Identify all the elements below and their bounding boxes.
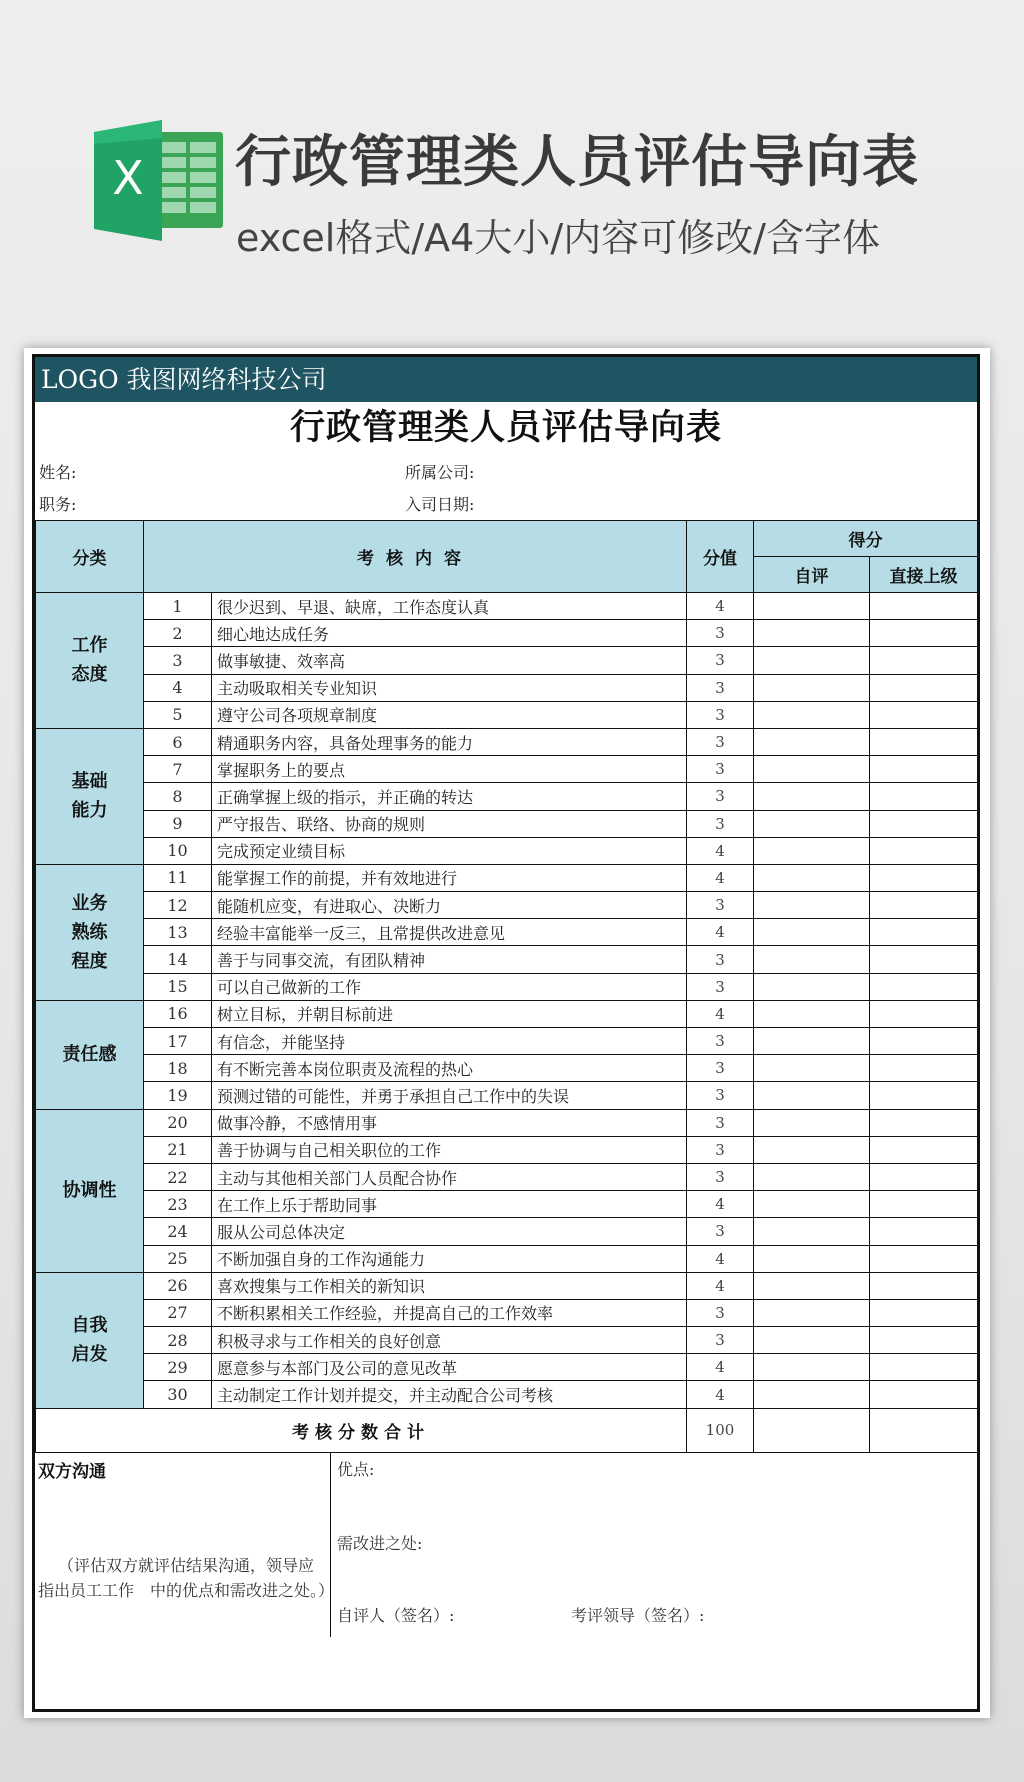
- document-title: 行政管理类人员评估导向表: [289, 407, 722, 448]
- communication-section: [35, 1453, 977, 1635]
- item-number: 23: [144, 1191, 212, 1218]
- superior-score-cell[interactable]: [870, 1381, 978, 1408]
- item-number: 13: [144, 919, 212, 946]
- item-content: 正确掌握上级的指示，并正确的转达: [212, 783, 687, 810]
- self-score-cell[interactable]: [754, 892, 870, 919]
- table-row: [36, 620, 978, 647]
- superior-score-cell[interactable]: [870, 1163, 978, 1190]
- excel-icon-letter: X: [112, 151, 144, 205]
- table-row: [36, 647, 978, 674]
- logo-bar: LOGO 我图网络科技公司: [35, 357, 977, 402]
- superior-score-cell[interactable]: [870, 1299, 978, 1326]
- table-row: [36, 973, 978, 1000]
- item-content: 经验丰富能举一反三，且常提供改进意见: [212, 919, 687, 946]
- table-row: [36, 1163, 978, 1190]
- item-number: 20: [144, 1109, 212, 1136]
- self-score-cell[interactable]: [754, 1327, 870, 1354]
- item-number: 25: [144, 1245, 212, 1272]
- item-number: 7: [144, 756, 212, 783]
- superior-score-cell[interactable]: [870, 919, 978, 946]
- communication-left: [35, 1453, 335, 1637]
- item-points: 4: [687, 864, 754, 891]
- self-score-cell[interactable]: [754, 1299, 870, 1326]
- table-row: [36, 783, 978, 810]
- item-points: 3: [687, 1082, 754, 1109]
- category-line: 协调性: [62, 1180, 117, 1202]
- item-points: 3: [687, 946, 754, 973]
- item-number: 26: [144, 1272, 212, 1299]
- item-content: 很少迟到、早退、缺席，工作态度认真: [212, 593, 687, 620]
- join-date-label: 入司日期:: [405, 495, 475, 514]
- self-score-cell[interactable]: [754, 728, 870, 755]
- category-cell: [36, 1272, 144, 1408]
- item-number: 22: [144, 1163, 212, 1190]
- item-number: 1: [144, 593, 212, 620]
- self-score-cell[interactable]: [754, 1055, 870, 1082]
- item-number: 17: [144, 1028, 212, 1055]
- position-label: 职务:: [39, 495, 77, 514]
- leader-sign-label[interactable]: 考评领导（签名）:: [571, 1605, 705, 1625]
- item-points: 3: [687, 1028, 754, 1055]
- item-content: 主动与其他相关部门人员配合协作: [212, 1163, 687, 1190]
- table-row: [36, 1354, 978, 1381]
- self-score-cell[interactable]: [754, 919, 870, 946]
- item-content: 预测过错的可能性，并勇于承担自己工作中的失误: [212, 1082, 687, 1109]
- item-content: 不断加强自身的工作沟通能力: [212, 1245, 687, 1272]
- category-cell: [36, 1109, 144, 1272]
- table-row: [36, 1055, 978, 1082]
- item-content: 精通职务内容，具备处理事务的能力: [212, 728, 687, 755]
- table-row: [36, 946, 978, 973]
- item-content: 善于协调与自己相关职位的工作: [212, 1136, 687, 1163]
- table-row: [36, 701, 978, 728]
- sheet-frame: [32, 354, 980, 1712]
- superior-score-cell[interactable]: [870, 946, 978, 973]
- item-points: 3: [687, 783, 754, 810]
- category-cell: [36, 593, 144, 729]
- table-row: [36, 1136, 978, 1163]
- header-self: 自评: [754, 557, 870, 593]
- superior-score-cell[interactable]: [870, 1082, 978, 1109]
- table-row: [36, 1381, 978, 1408]
- header-points: 分值: [687, 521, 754, 593]
- item-number: 14: [144, 946, 212, 973]
- category-line: 责任感: [62, 1044, 117, 1066]
- category-line: 态度: [71, 664, 108, 686]
- superior-score-cell[interactable]: [870, 1245, 978, 1272]
- superior-score-cell[interactable]: [870, 837, 978, 864]
- item-content: 不断积累相关工作经验，并提高自己的工作效率: [212, 1299, 687, 1326]
- banner-title: 行政管理类人员评估导向表: [235, 130, 919, 195]
- self-score-cell[interactable]: [754, 701, 870, 728]
- category-cell: [36, 1000, 144, 1109]
- superior-score-cell[interactable]: [870, 1327, 978, 1354]
- self-score-cell[interactable]: [754, 620, 870, 647]
- self-score-cell[interactable]: [754, 1109, 870, 1136]
- table-row: [36, 1218, 978, 1245]
- item-content: 完成预定业绩目标: [212, 837, 687, 864]
- superior-score-cell[interactable]: [870, 1109, 978, 1136]
- item-number: 2: [144, 620, 212, 647]
- item-points: 4: [687, 1381, 754, 1408]
- employee-info: [35, 454, 977, 520]
- superior-score-cell[interactable]: [870, 620, 978, 647]
- self-score-cell[interactable]: [754, 756, 870, 783]
- table-row: [36, 864, 978, 891]
- evaluation-rows: [36, 593, 978, 1409]
- superior-score-cell[interactable]: [870, 1191, 978, 1218]
- communication-title: 双方沟通: [38, 1461, 106, 1482]
- item-points: 3: [687, 1327, 754, 1354]
- superior-score-cell[interactable]: [870, 810, 978, 837]
- item-number: 18: [144, 1055, 212, 1082]
- total-self-cell[interactable]: [754, 1408, 870, 1452]
- item-content: 主动吸取相关专业知识: [212, 674, 687, 701]
- self-score-cell[interactable]: [754, 973, 870, 1000]
- item-content: 有不断完善本岗位职责及流程的热心: [212, 1055, 687, 1082]
- superior-score-cell[interactable]: [870, 1272, 978, 1299]
- item-content: 能掌握工作的前提，并有效地进行: [212, 864, 687, 891]
- item-points: 3: [687, 674, 754, 701]
- communication-note: （评估双方就评估结果沟通，领导应指出员工工作 中的优点和需改进之处。）: [38, 1555, 335, 1600]
- superior-score-cell[interactable]: [870, 1055, 978, 1082]
- self-sign-label[interactable]: 自评人（签名）:: [337, 1605, 455, 1625]
- item-points: 4: [687, 1272, 754, 1299]
- item-content: 喜欢搜集与工作相关的新知识: [212, 1272, 687, 1299]
- item-number: 19: [144, 1082, 212, 1109]
- item-content: 可以自己做新的工作: [212, 973, 687, 1000]
- item-points: 3: [687, 810, 754, 837]
- spreadsheet-page: [24, 348, 990, 1718]
- table-row: [36, 810, 978, 837]
- superior-score-cell[interactable]: [870, 864, 978, 891]
- self-score-cell[interactable]: [754, 593, 870, 620]
- table-row: [36, 1245, 978, 1272]
- item-number: 21: [144, 1136, 212, 1163]
- superior-score-cell[interactable]: [870, 756, 978, 783]
- table-row: [36, 1082, 978, 1109]
- item-content: 做事敏捷、效率高: [212, 647, 687, 674]
- self-score-cell[interactable]: [754, 1354, 870, 1381]
- self-score-cell[interactable]: [754, 647, 870, 674]
- self-score-cell[interactable]: [754, 1028, 870, 1055]
- item-number: 10: [144, 837, 212, 864]
- self-score-cell[interactable]: [754, 1272, 870, 1299]
- table-row: [36, 1191, 978, 1218]
- item-number: 30: [144, 1381, 212, 1408]
- item-points: 4: [687, 593, 754, 620]
- category-line: 启发: [71, 1344, 108, 1366]
- total-value: 100: [687, 1408, 754, 1452]
- item-number: 15: [144, 973, 212, 1000]
- item-number: 5: [144, 701, 212, 728]
- evaluation-table: [35, 520, 978, 1453]
- item-number: 8: [144, 783, 212, 810]
- item-content: 愿意参与本部门及公司的意见改革: [212, 1354, 687, 1381]
- item-content: 服从公司总体决定: [212, 1218, 687, 1245]
- self-score-cell[interactable]: [754, 1218, 870, 1245]
- item-content: 积极寻求与工作相关的良好创意: [212, 1327, 687, 1354]
- category-cell: [36, 728, 144, 864]
- item-points: 4: [687, 837, 754, 864]
- table-row: [36, 1000, 978, 1027]
- table-row: [36, 674, 978, 701]
- superior-score-cell[interactable]: [870, 593, 978, 620]
- item-points: 4: [687, 1191, 754, 1218]
- item-content: 掌握职务上的要点: [212, 756, 687, 783]
- item-points: 3: [687, 1299, 754, 1326]
- header-category: 分类: [36, 521, 144, 593]
- name-label: 姓名:: [39, 463, 77, 482]
- item-points: 4: [687, 919, 754, 946]
- item-points: 4: [687, 1000, 754, 1027]
- item-content: 遵守公司各项规章制度: [212, 701, 687, 728]
- self-score-cell[interactable]: [754, 837, 870, 864]
- table-row: [36, 919, 978, 946]
- company-label: 所属公司:: [405, 463, 475, 482]
- item-points: 3: [687, 756, 754, 783]
- item-number: 11: [144, 864, 212, 891]
- self-score-cell[interactable]: [754, 1082, 870, 1109]
- item-points: 3: [687, 620, 754, 647]
- item-points: 3: [687, 1218, 754, 1245]
- item-number: 28: [144, 1327, 212, 1354]
- table-row: [36, 1272, 978, 1299]
- item-points: 3: [687, 1163, 754, 1190]
- total-label: 考核分数合计: [36, 1408, 687, 1452]
- superior-score-cell[interactable]: [870, 892, 978, 919]
- header-superior: 直接上级: [870, 557, 978, 593]
- self-score-cell[interactable]: [754, 1163, 870, 1190]
- item-points: 3: [687, 701, 754, 728]
- excel-icon: [92, 118, 227, 243]
- item-content: 主动制定工作计划并提交，并主动配合公司考核: [212, 1381, 687, 1408]
- item-content: 善于与同事交流，有团队精神: [212, 946, 687, 973]
- category-line: 基础: [71, 771, 108, 793]
- self-score-cell[interactable]: [754, 1381, 870, 1408]
- category-line: 业务: [71, 892, 108, 914]
- banner: [0, 0, 1024, 300]
- table-row: [36, 728, 978, 755]
- item-number: 27: [144, 1299, 212, 1326]
- superior-score-cell[interactable]: [870, 973, 978, 1000]
- category-line: 熟练: [71, 921, 108, 943]
- item-number: 12: [144, 892, 212, 919]
- banner-subtitle: excel格式/A4大小/内容可修改/含字体: [236, 216, 880, 260]
- superior-score-cell[interactable]: [870, 701, 978, 728]
- table-row: [36, 1327, 978, 1354]
- superior-score-cell[interactable]: [870, 647, 978, 674]
- table-row: [36, 837, 978, 864]
- item-number: 24: [144, 1218, 212, 1245]
- self-score-cell[interactable]: [754, 1245, 870, 1272]
- superior-score-cell[interactable]: [870, 1028, 978, 1055]
- item-number: 4: [144, 674, 212, 701]
- table-row: [36, 1299, 978, 1326]
- item-number: 29: [144, 1354, 212, 1381]
- table-row: [36, 892, 978, 919]
- item-points: 3: [687, 647, 754, 674]
- category-cell: [36, 864, 144, 1000]
- item-number: 16: [144, 1000, 212, 1027]
- item-content: 在工作上乐于帮助同事: [212, 1191, 687, 1218]
- improve-label[interactable]: 需改进之处:: [337, 1533, 423, 1553]
- category-line: 能力: [71, 800, 108, 822]
- item-content: 细心地达成任务: [212, 620, 687, 647]
- item-number: 9: [144, 810, 212, 837]
- item-content: 有信念，并能坚持: [212, 1028, 687, 1055]
- header-content: 考核内容: [144, 521, 687, 593]
- self-score-cell[interactable]: [754, 946, 870, 973]
- item-points: 4: [687, 1354, 754, 1381]
- category-line: 自我: [71, 1315, 108, 1337]
- strengths-label[interactable]: 优点:: [337, 1459, 375, 1479]
- item-points: 3: [687, 1136, 754, 1163]
- item-points: 3: [687, 973, 754, 1000]
- total-superior-cell[interactable]: [870, 1408, 978, 1452]
- item-points: 4: [687, 1245, 754, 1272]
- self-score-cell[interactable]: [754, 864, 870, 891]
- item-number: 3: [144, 647, 212, 674]
- item-points: 3: [687, 892, 754, 919]
- self-score-cell[interactable]: [754, 1136, 870, 1163]
- item-points: 3: [687, 728, 754, 755]
- superior-score-cell[interactable]: [870, 674, 978, 701]
- table-row: [36, 1028, 978, 1055]
- superior-score-cell[interactable]: [870, 1000, 978, 1027]
- superior-score-cell[interactable]: [870, 1354, 978, 1381]
- self-score-cell[interactable]: [754, 810, 870, 837]
- category-line: 工作: [71, 635, 108, 657]
- item-content: 能随机应变，有进取心、决断力: [212, 892, 687, 919]
- superior-score-cell[interactable]: [870, 783, 978, 810]
- table-row: [36, 1109, 978, 1136]
- item-number: 6: [144, 728, 212, 755]
- self-score-cell[interactable]: [754, 1191, 870, 1218]
- superior-score-cell[interactable]: [870, 728, 978, 755]
- item-content: 严守报告、联络、协商的规则: [212, 810, 687, 837]
- table-row: [36, 756, 978, 783]
- self-score-cell[interactable]: [754, 674, 870, 701]
- item-content: 树立目标，并朝目标前进: [212, 1000, 687, 1027]
- self-score-cell[interactable]: [754, 1000, 870, 1027]
- item-content: 做事冷静，不感情用事: [212, 1109, 687, 1136]
- header-score: 得分: [754, 521, 978, 557]
- category-line: 程度: [71, 950, 108, 972]
- superior-score-cell[interactable]: [870, 1218, 978, 1245]
- item-points: 3: [687, 1055, 754, 1082]
- superior-score-cell[interactable]: [870, 1136, 978, 1163]
- item-points: 3: [687, 1109, 754, 1136]
- table-row: [36, 593, 978, 620]
- self-score-cell[interactable]: [754, 783, 870, 810]
